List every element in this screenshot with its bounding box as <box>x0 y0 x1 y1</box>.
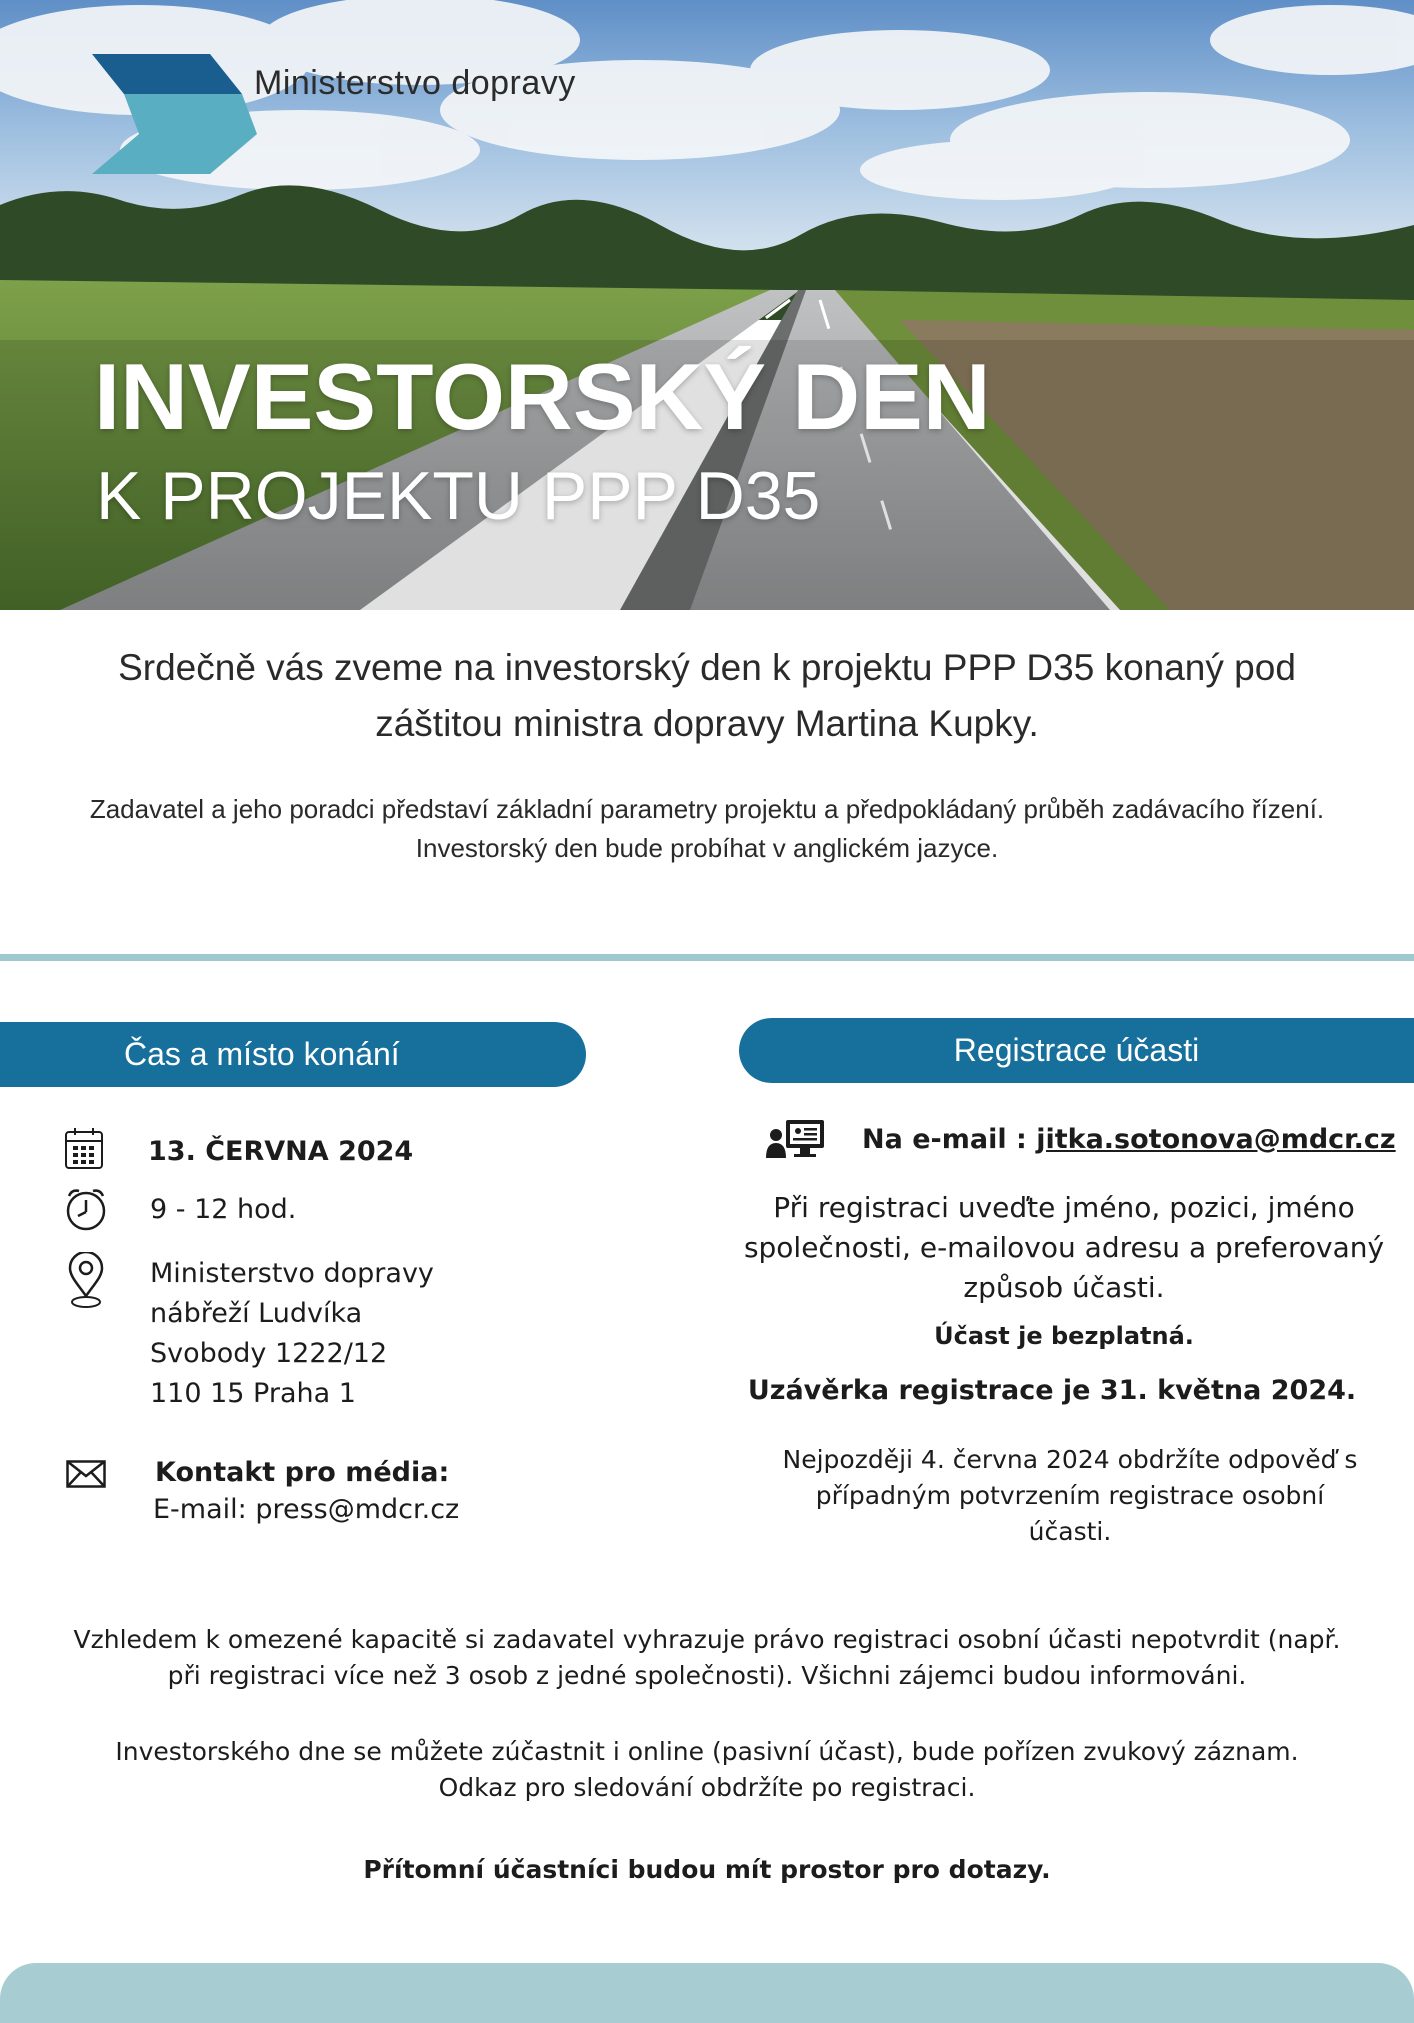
page-subtitle: K PROJEKTU PPP D35 <box>96 458 821 534</box>
media-contact-title: Kontakt pro média: <box>155 1457 450 1488</box>
event-date: 13. ČERVNA 2024 <box>148 1136 414 1167</box>
registration-email-link[interactable]: jitka.sotonova@mdcr.cz <box>1036 1124 1396 1155</box>
media-contact-email: E-mail: press@mdcr.cz <box>153 1494 460 1525</box>
online-note <box>60 1734 1354 1806</box>
envelope-icon <box>66 1460 106 1488</box>
registration-icon <box>766 1118 826 1160</box>
questions-note: Přítomní účastníci budou mít prostor pro dotazy. <box>363 1855 1051 1884</box>
free-participation: Účast je bezplatná. <box>934 1322 1194 1350</box>
registration-reply: Nejpozději 4. června 2024 obdržíte odpověď s případným potvrzením registrace osobní účasti. <box>782 1445 1358 1546</box>
registration-email-label: Na e-mail : <box>862 1124 1037 1155</box>
address-line: 110 15 Praha 1 <box>150 1378 356 1409</box>
location-pin-icon <box>66 1252 106 1312</box>
organization-name: Ministerstvo dopravy <box>254 64 576 102</box>
registration-instructions: Při registraci uveďte jméno, pozici, jméno společnosti, e-mailovou adresu a preferovaný způsob účasti. <box>743 1191 1385 1304</box>
registration-email-line <box>862 1124 1396 1155</box>
address-line: Svobody 1222/12 <box>150 1338 388 1369</box>
page-title: INVESTORSKÝ DEN <box>94 344 991 449</box>
event-time: 9 - 12 hod. <box>150 1194 297 1225</box>
online-note-line: Investorského dne se můžete zúčastnit i online (pasivní účast), bude pořízen zvukový záznam. <box>115 1737 1299 1766</box>
ministry-logo <box>92 54 262 180</box>
capacity-note: Vzhledem k omezené kapacitě si zadavatel vyhrazuje právo registraci osobní účasti nepotvrdit (např. při registraci více než 3 osob z jedné společnosti). Všichni zájemci budou informováni. <box>73 1625 1341 1690</box>
footer-bar <box>0 1963 1414 2023</box>
calendar-icon <box>64 1126 104 1170</box>
event-heading: Čas a místo konání <box>0 1022 586 1087</box>
address-line: nábřeží Ludvíka <box>150 1298 363 1329</box>
event-address <box>150 1254 434 1414</box>
intro-lead: Srdečně vás zveme na investorský den k projektu PPP D35 konaný pod záštitou ministra dopravy Martina Kupky. <box>118 647 1296 744</box>
registration-heading: Registrace účasti <box>739 1018 1414 1083</box>
alarm-clock-icon <box>64 1186 108 1232</box>
online-note-line: Odkaz pro sledování obdržíte po registraci. <box>438 1773 976 1802</box>
intro-body: Zadavatel a jeho poradci představí základní parametry projektu a předpokládaný průběh zadávacího řízení. Investorský den bude probíhat v anglickém jazyce. <box>89 794 1325 863</box>
address-line: Ministerstvo dopravy <box>150 1258 434 1289</box>
registration-deadline: Uzávěrka registrace je 31. května 2024. <box>747 1375 1357 1406</box>
section-divider <box>0 954 1414 961</box>
